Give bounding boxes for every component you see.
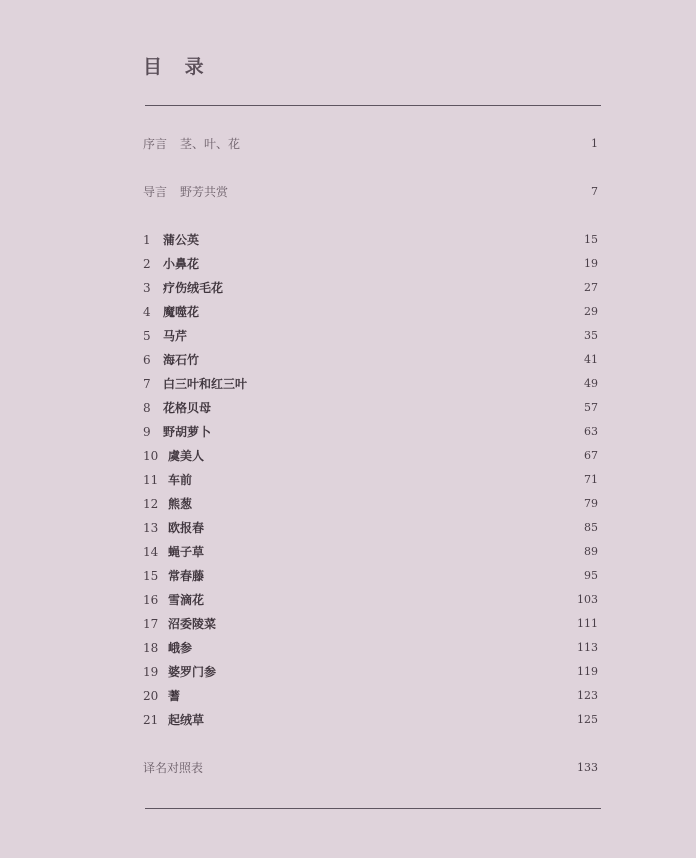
entry-page-number: 103 [577, 593, 598, 606]
entry-page-number: 113 [577, 641, 598, 654]
toc-entry-13[interactable] [143, 518, 598, 538]
entry-number: 2 [143, 257, 151, 271]
entry-title: 野芳共赏 [180, 185, 229, 199]
entry-page-number: 19 [584, 257, 598, 270]
toc-entry-15[interactable] [143, 566, 598, 586]
entry-page-number: 29 [584, 305, 598, 318]
entry-number: 7 [143, 377, 151, 391]
entry-title: 虞美人 [168, 449, 205, 463]
toc-entry-10[interactable] [143, 446, 598, 466]
entry-number: 13 [143, 521, 159, 535]
toc-entry-glossary[interactable] [143, 758, 598, 778]
toc-entry-9[interactable] [143, 422, 598, 442]
entry-page-number: 125 [577, 713, 598, 726]
entry-number: 10 [143, 449, 159, 463]
entry-title: 蓍 [168, 689, 181, 703]
entry-number: 5 [143, 329, 151, 343]
entry-title: 常春藤 [168, 569, 205, 583]
entry-title: 沼委陵菜 [168, 617, 217, 631]
toc-entry-1[interactable] [143, 230, 598, 250]
entry-number: 17 [143, 617, 159, 631]
entry-page-number: 57 [584, 401, 598, 414]
entry-page-number: 15 [584, 233, 598, 246]
entry-page-number: 119 [577, 665, 598, 678]
entry-number: 14 [143, 545, 159, 559]
entry-page-number: 85 [584, 521, 598, 534]
entry-title: 魔噬花 [163, 305, 200, 319]
entry-title: 欧报春 [168, 521, 205, 535]
toc-entry-17[interactable] [143, 614, 598, 634]
entry-page-number: 123 [577, 689, 598, 702]
entry-number: 3 [143, 281, 151, 295]
toc-entry-14[interactable] [143, 542, 598, 562]
toc-entry-12[interactable] [143, 494, 598, 514]
bottom-divider [145, 808, 601, 809]
entry-page-number: 41 [584, 353, 598, 366]
entry-label: 序言 [143, 137, 168, 151]
toc-entry-21[interactable] [143, 710, 598, 730]
entry-number: 8 [143, 401, 151, 415]
entry-number: 20 [143, 689, 159, 703]
toc-entry-5[interactable] [143, 326, 598, 346]
entry-page-number: 7 [591, 185, 598, 198]
entry-number: 18 [143, 641, 159, 655]
entry-title: 花格贝母 [163, 401, 212, 415]
entry-number: 15 [143, 569, 159, 583]
toc-entry-8[interactable] [143, 398, 598, 418]
toc-entry-intro[interactable] [143, 182, 598, 202]
entry-page-number: 89 [584, 545, 598, 558]
entry-page-number: 111 [577, 617, 598, 630]
entry-number: 6 [143, 353, 151, 367]
entry-title: 起绒草 [168, 713, 205, 727]
entry-page-number: 95 [584, 569, 598, 582]
entry-title: 茎、叶、花 [180, 137, 241, 151]
entry-label: 导言 [143, 185, 168, 199]
entry-number: 11 [143, 473, 159, 487]
entry-page-number: 79 [584, 497, 598, 510]
top-divider [145, 105, 601, 106]
entry-title: 马芹 [163, 329, 188, 343]
toc-entry-16[interactable] [143, 590, 598, 610]
toc-entry-18[interactable] [143, 638, 598, 658]
toc-entry-19[interactable] [143, 662, 598, 682]
entry-title: 婆罗门参 [168, 665, 217, 679]
entry-number: 19 [143, 665, 159, 679]
entry-title: 蝇子草 [168, 545, 205, 559]
entry-page-number: 1 [591, 137, 598, 150]
entry-title: 小鼻花 [163, 257, 200, 271]
entry-number: 4 [143, 305, 151, 319]
toc-entry-3[interactable] [143, 278, 598, 298]
entry-number: 12 [143, 497, 159, 511]
toc-entry-2[interactable] [143, 254, 598, 274]
entry-number: 9 [143, 425, 151, 439]
toc-entry-4[interactable] [143, 302, 598, 322]
entry-title: 疗伤绒毛花 [163, 281, 224, 295]
entry-page-number: 133 [577, 761, 598, 774]
entry-number: 21 [143, 713, 159, 727]
entry-title: 海石竹 [163, 353, 200, 367]
toc-entry-7[interactable] [143, 374, 598, 394]
entry-title: 熊葱 [168, 497, 193, 511]
entry-title: 雪滴花 [168, 593, 205, 607]
entry-title: 蒲公英 [163, 233, 200, 247]
toc-entry-6[interactable] [143, 350, 598, 370]
toc-entry-11[interactable] [143, 470, 598, 490]
entry-title: 车前 [168, 473, 193, 487]
entry-page-number: 27 [584, 281, 598, 294]
entry-number: 1 [143, 233, 151, 247]
entry-title: 白三叶和红三叶 [163, 377, 248, 391]
entry-title: 译名对照表 [143, 761, 204, 775]
entry-title: 野胡萝卜 [163, 425, 212, 439]
toc-entry-preface[interactable] [143, 134, 598, 154]
entry-page-number: 63 [584, 425, 598, 438]
toc-entry-20[interactable] [143, 686, 598, 706]
entry-page-number: 71 [584, 473, 598, 486]
page-title: 目 录 [143, 56, 212, 78]
entry-title: 峨参 [168, 641, 193, 655]
entry-page-number: 49 [584, 377, 598, 390]
entry-page-number: 67 [584, 449, 598, 462]
entry-number: 16 [143, 593, 159, 607]
entry-page-number: 35 [584, 329, 598, 342]
